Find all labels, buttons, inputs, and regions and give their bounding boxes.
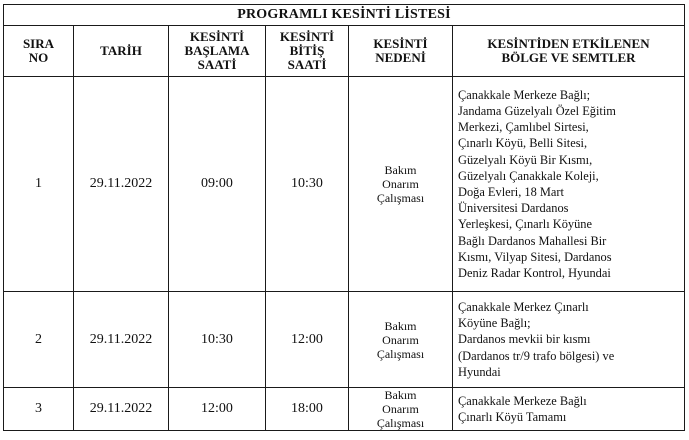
table-row (4, 388, 685, 431)
outage-schedule-table (3, 4, 685, 431)
row-sira-no: 1 (4, 77, 74, 292)
header-kesinti-nedeni: KESİNTİ NEDENİ (349, 26, 453, 77)
row-kesinti-nedeni: Bakım Onarım Çalışması (349, 77, 453, 292)
row-bitis-saati: 10:30 (266, 77, 349, 292)
row-tarih: 29.11.2022 (74, 77, 169, 292)
header-baslama-saati: KESİNTİ BAŞLAMA SAATİ (169, 26, 266, 77)
row-bitis-saati: 18:00 (266, 388, 349, 431)
header-tarih: TARİH (74, 26, 169, 77)
row-tarih: 29.11.2022 (74, 388, 169, 431)
header-sira-no: SIRA NO (4, 26, 74, 77)
row-etkilenen-bolge: Çanakkale Merkez Çınarlı Köyüne Bağlı; Dardanos mevkii bir kısmı (Dardanos tr/9 trafo bölgesi) ve Hyundai (453, 292, 685, 388)
row-baslama-saati: 09:00 (169, 77, 266, 292)
header-etkilenen-bolge: KESİNTİDEN ETKİLENEN BÖLGE VE SEMTLER (453, 26, 685, 77)
table-row (4, 292, 685, 388)
row-kesinti-nedeni: Bakım Onarım Çalışması (349, 292, 453, 388)
row-kesinti-nedeni: Bakım Onarım Çalışması (349, 388, 453, 431)
table-row (4, 77, 685, 292)
row-sira-no: 3 (4, 388, 74, 431)
row-etkilenen-bolge: Çanakkale Merkeze Bağlı; Jandama Güzelyalı Özel Eğitim Merkezi, Çamlıbel Sirtesi, Çınarlı Köyü, Belli Sitesi, Güzelyalı Köyü Bir Kısmı, Güzelyalı Çanakkale Koleji, Doğa Evleri, 18 Mart Üniversitesi Dardanos Yerleşkesi, Çınarlı Köyüne Bağlı Dardanos Mahallesi Bir Kısmı, Vilyap Sitesi, Dardanos Deniz Radar Kontrol, Hyundai (453, 77, 685, 292)
row-baslama-saati: 10:30 (169, 292, 266, 388)
row-baslama-saati: 12:00 (169, 388, 266, 431)
row-etkilenen-bolge: Çanakkale Merkeze Bağlı Çınarlı Köyü Tamamı (453, 388, 685, 431)
row-bitis-saati: 12:00 (266, 292, 349, 388)
row-tarih: 29.11.2022 (74, 292, 169, 388)
row-sira-no: 2 (4, 292, 74, 388)
table-title: PROGRAMLI KESİNTİ LİSTESİ (4, 5, 685, 26)
header-bitis-saati: KESİNTİ BİTİŞ SAATİ (266, 26, 349, 77)
